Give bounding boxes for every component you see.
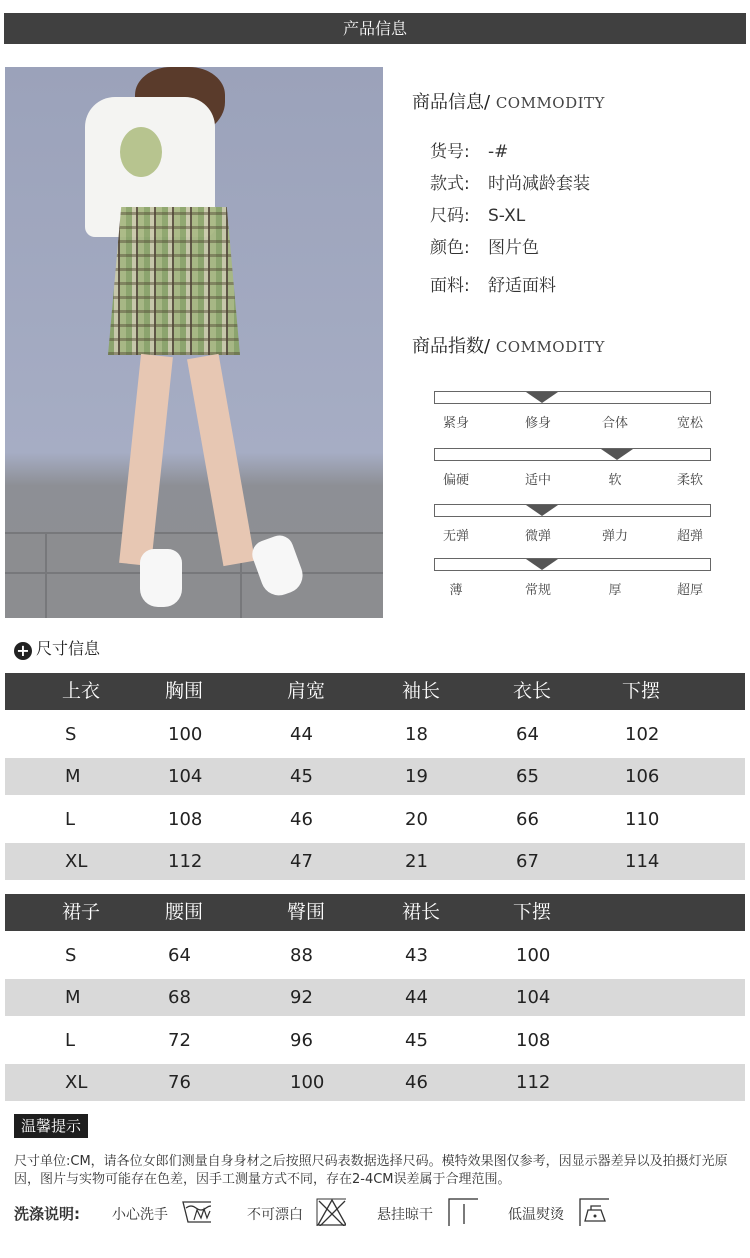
table-cell: 21 [405,851,428,872]
table-row [5,801,745,838]
table-row [5,758,745,795]
index-marker-icon [601,449,633,460]
floor [5,532,383,618]
table-cell: 96 [290,1029,313,1051]
index-marker-icon [526,392,558,403]
low-iron-icon [579,1198,609,1226]
size-info-heading: + 尺寸信息 [14,636,100,660]
table-cell: 66 [516,808,539,830]
table-cell: 112 [516,1072,551,1093]
table-cell: 108 [168,808,203,830]
table-cell: L [65,1029,76,1051]
table-row [5,937,745,974]
index-bar [434,391,711,404]
index-bar [434,448,711,461]
column-header: 肩宽 [287,680,326,702]
index-label: 常规 [524,583,551,598]
column-header: 胸围 [165,680,204,702]
product-photo [5,67,383,618]
index-marker-icon [526,505,558,516]
section-title: 产品信息 [342,19,407,38]
sneaker-left [140,549,182,607]
table-row [5,843,745,880]
section-header [4,13,746,44]
table-cell: XL [65,851,88,872]
table-row [5,1064,745,1101]
wash-text: 悬挂晾干 [377,1207,433,1223]
column-header: 上衣 [62,680,101,702]
column-header: 裙长 [402,901,441,923]
table-cell: 92 [290,987,313,1008]
table-cell: 112 [168,851,203,872]
table-cell: 44 [290,723,313,745]
info-item: 货号: -# [430,142,509,162]
index-label: 无弹 [442,529,469,544]
commodity-index-title: 商品指数/ COMMODITY [412,336,605,357]
table-cell: 45 [290,766,313,787]
table-cell: L [65,808,76,830]
wash-text: 不可漂白 [247,1207,303,1223]
column-header: 衣长 [513,680,552,702]
no-bleach-icon [316,1198,346,1226]
info-item: 款式: 时尚减龄套装 [430,174,590,194]
index-label: 紧身 [442,416,469,431]
index-label: 超弹 [676,529,703,544]
table-cell: 44 [405,987,428,1008]
info-item: 面料: 舒适面料 [430,276,556,296]
table-cell: M [65,766,81,787]
tips-note: 尺寸单位:CM，请各位女郎们测量自身身材之后按照尺码表数据选择尺码。模特效果图仅参考，因显示器差异以及拍摄灯光原因，图片与实物可能存在色差，因手工测量方式不同，存在2-4CM误差属于合理范围。 [14,1154,728,1187]
index-bar [434,558,711,571]
index-label: 合体 [601,416,628,431]
table-cell: 106 [625,766,660,787]
plus-circle-icon: + [14,642,32,660]
table-cell: 100 [516,944,551,966]
washing-instructions [14,1198,734,1228]
table-cell: 100 [168,723,203,745]
table-cell: 102 [625,723,660,745]
table-cell: 88 [290,944,313,966]
table-cell: 18 [405,723,428,745]
index-label: 柔软 [676,473,703,488]
info-item: 颜色: 图片色 [430,238,539,258]
index-label: 微弹 [524,529,551,544]
wash-text: 小心洗手 [112,1207,168,1223]
table-cell: XL [65,1072,88,1093]
index-label: 弹力 [601,529,628,544]
table-cell: 65 [516,766,539,787]
index-label: 厚 [608,583,622,598]
table-cell: 104 [516,987,551,1008]
commodity-info-title: 商品信息/ COMMODITY [412,92,605,113]
table-cell: 72 [168,1029,191,1051]
column-header: 下摆 [513,901,552,923]
table-cell: S [65,944,77,966]
column-header: 下摆 [622,680,661,702]
hang-dry-icon [448,1198,478,1226]
tshirt-print [120,127,162,177]
table-cell: 64 [168,944,191,966]
table-cell: 100 [290,1072,325,1093]
index-marker-icon [526,559,558,570]
tips-label: 温馨提示 [14,1114,88,1138]
washing-label: 洗涤说明: [14,1205,80,1223]
index-bar [434,504,711,517]
table-cell: 67 [516,851,539,872]
table-cell: 46 [405,1072,428,1093]
table-cell: 64 [516,723,539,745]
index-label: 适中 [524,473,551,488]
index-label: 软 [608,473,622,488]
table-cell: 76 [168,1072,191,1093]
table-cell: 20 [405,808,428,830]
table-cell: 110 [625,808,660,830]
hand-wash-icon [181,1198,211,1226]
table-cell: S [65,723,77,745]
table-cell: 47 [290,851,313,872]
table-cell: 114 [625,851,660,872]
index-label: 超厚 [676,583,703,598]
skirt-table-header [5,894,745,931]
column-header: 袖长 [402,680,441,702]
table-cell: 104 [168,766,203,787]
column-header: 臀围 [287,901,326,923]
table-cell: 43 [405,944,428,966]
info-item: 尺码: S-XL [430,206,526,226]
table-row [5,979,745,1016]
table-cell: 19 [405,766,428,787]
top-table-header [5,673,745,710]
table-cell: 68 [168,987,191,1008]
column-header: 腰围 [165,901,204,923]
column-header: 裙子 [62,901,101,923]
table-row [5,1022,745,1059]
table-cell: 45 [405,1029,428,1051]
index-label: 修身 [524,416,551,431]
index-label: 宽松 [676,416,703,431]
table-cell: M [65,987,81,1008]
index-label: 薄 [449,583,463,598]
index-label: 偏硬 [442,473,469,488]
table-cell: 108 [516,1029,551,1051]
table-row [5,716,745,753]
table-cell: 46 [290,808,313,830]
wash-text: 低温熨烫 [508,1207,564,1223]
